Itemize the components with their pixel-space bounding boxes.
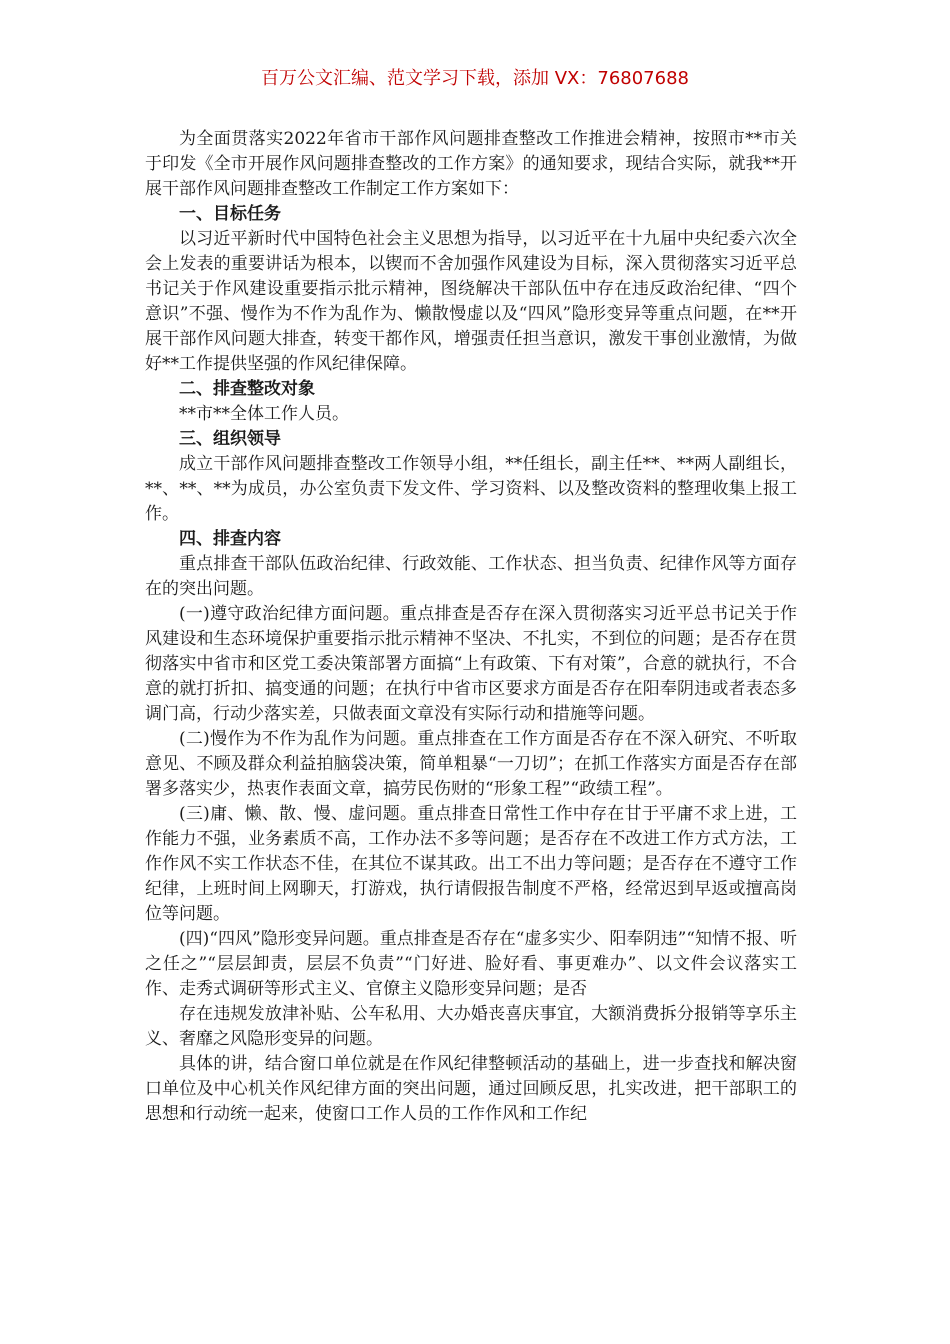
body-paragraph: **市**全体工作人员。 [179, 404, 349, 424]
document-body [145, 127, 797, 1127]
section-heading: 三、组织领导 [179, 429, 281, 449]
body-paragraph: 成立干部作风问题排查整改工作领导小组，**任组长，副主任**、**两人副组长，**、**、**为成员，办公室负责下发文件、学习资料、以及整改资料的整理收集上报工作。 [145, 454, 797, 524]
body-paragraph: 以习近平新时代中国特色社会主义思想为指导，以习近平在十九届中央纪委六次全会上发表的重要讲话为根本，以锲而不舍加强作风建设为目标，深入贯彻落实习近平总书记关于作风建设重要指示批示精神，图绕解决干部队伍中存在违反政治纪律、“四个意识”不强、慢作为不作为乱作为、懒散慢虚以及“四风”隐形变异等重点问题，在**开展干部作风问题大排查，转变干都作风，增强责任担当意识，激发干事创业激情，为做好**工作提供坚强的作风纪律保障。 [145, 229, 797, 374]
body-paragraph: (三)庸、懒、散、慢、虚问题。重点排查日常性工作中存在甘于平庸不求上进，工作能力不强，业务素质不高，工作办法不多等问题；是否存在不改进工作方式方法，工作作风不实工作状态不佳，在其位不谋其政。出工不出力等问题；是否存在不遵守工作纪律，上班时间上网聊天，打游戏，执行请假报告制度不严格，经常迟到早返或擅高岗位等问题。 [145, 804, 797, 924]
body-paragraph: (二)慢作为不作为乱作为问题。重点排查在工作方面是否存在不深入研究、不听取意见、不顾及群众利益拍脑袋决策，简单粗暴“一刀切”；在抓工作落实方面是否存在部署多落实少，热衷作表面文章，搞劳民伤财的“形象工程”“政绩工程”。 [145, 729, 797, 799]
section-heading: 一、目标任务 [179, 204, 281, 224]
body-paragraph: (四)“四风”隐形变异问题。重点排查是否存在“虚多实少、阳奉阴违”“知情不报、听之任之”“层层卸责，层层不负责”“门好进、脸好看、事更难办”、以文件会议落实工作、走秀式调研等形式主义、官僚主义隐形变异问题；是否 [145, 929, 797, 999]
body-paragraph: (一)遵守政治纪律方面问题。重点排查是否存在深入贯彻落实习近平总书记关于作风建设和生态环境保护重要指示批示精神不坚决、不扎实，不到位的问题；是否存在贯彻落实中省市和区党工委决策部署方面搞“上有政策、下有对策”，合意的就执行，不合意的就打折扣、搞变通的问题；在执行中省市区要求方面是否存在阳奉阴违或者表态多调门高，行动少落实差，只做表面文章没有实际行动和措施等问题。 [145, 604, 797, 724]
body-paragraph: 存在违规发放津补贴、公车私用、大办婚丧喜庆事宜，大额消费拆分报销等享乐主义、奢靡之风隐形变异的问题。 [145, 1004, 797, 1049]
section-heading: 四、排查内容 [179, 529, 281, 549]
body-paragraph: 重点排查干部队伍政治纪律、行政效能、工作状态、担当负责、纪律作风等方面存在的突出问题。 [145, 554, 797, 599]
section-heading: 二、排查整改对象 [179, 379, 315, 399]
body-paragraph: 为全面贯落实2022年省市干部作风问题排查整改工作推进会精神，按照市**市关于印发《全市开展作风问题排查整改的工作方案》的通知要求，现结合实际，就我**开展干部作风问题排查整改工作制定工作方案如下： [145, 129, 797, 199]
body-paragraph: 具体的讲，结合窗口单位就是在作风纪律整顿活动的基础上，进一步查找和解决窗口单位及中心机关作风纪律方面的突出问题，通过回顾反思，扎实改进，把干部职工的思想和行动统一起来，使窗口工作人员的工作作风和工作纪 [145, 1054, 797, 1124]
promo-banner: 百万公文汇编、范文学习下载，添加 VX：76807688 [261, 68, 689, 89]
